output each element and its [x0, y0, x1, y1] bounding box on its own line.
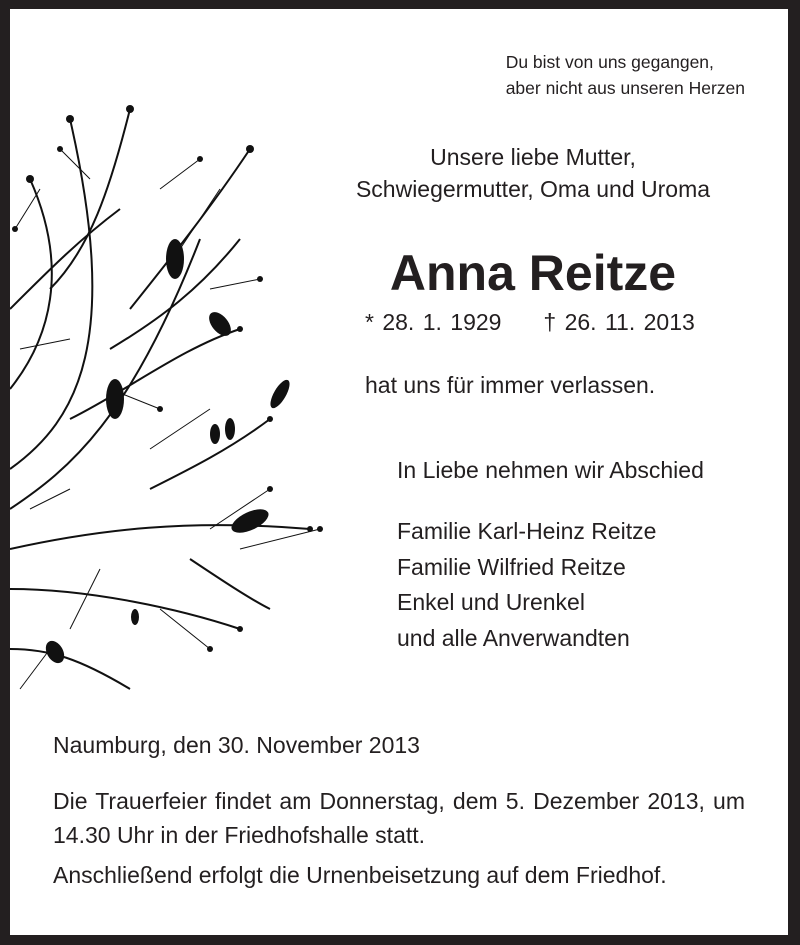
birth-date: * 28. 1. 1929 [365, 309, 502, 335]
left-us-text: hat uns für immer verlassen. [365, 372, 656, 398]
mourner: Enkel und Urenkel [397, 589, 585, 615]
motto-line: aber nicht aus unseren Herzen [505, 78, 745, 98]
mourner: Familie Wilfried Reitze [397, 553, 626, 580]
life-dates [365, 309, 695, 336]
intro-line: Schwiegermutter, Oma und Uroma [355, 176, 711, 202]
motto-line: Du bist von uns gegangen, [505, 52, 714, 72]
farewell-text: In Liebe nehmen wir Abschied [397, 457, 704, 483]
mourners-list [397, 514, 656, 656]
mourner: und alle Anverwandten [397, 624, 630, 651]
deceased-name: Anna Reitze [389, 245, 677, 301]
motto [506, 49, 745, 101]
intro-line: Unsere liebe Mutter, [430, 144, 636, 170]
obituary-card [10, 9, 788, 935]
intro [328, 141, 738, 205]
death-date: † 26. 11. 2013 [543, 309, 695, 335]
ceremony-info: Die Trauerfeier findet am Donnerstag, dem 5. Dezember 2013, um 14.30 Uhr in der Friedhofshalle statt. [53, 788, 745, 848]
place-date: Naumburg, den 30. November 2013 [53, 732, 420, 758]
tree-with-birds-illustration [10, 89, 340, 709]
burial-info: Anschließend erfolgt die Urnenbeisetzung auf dem Friedhof. [53, 862, 667, 888]
mourner: Familie Karl-Heinz Reitze [397, 518, 657, 544]
